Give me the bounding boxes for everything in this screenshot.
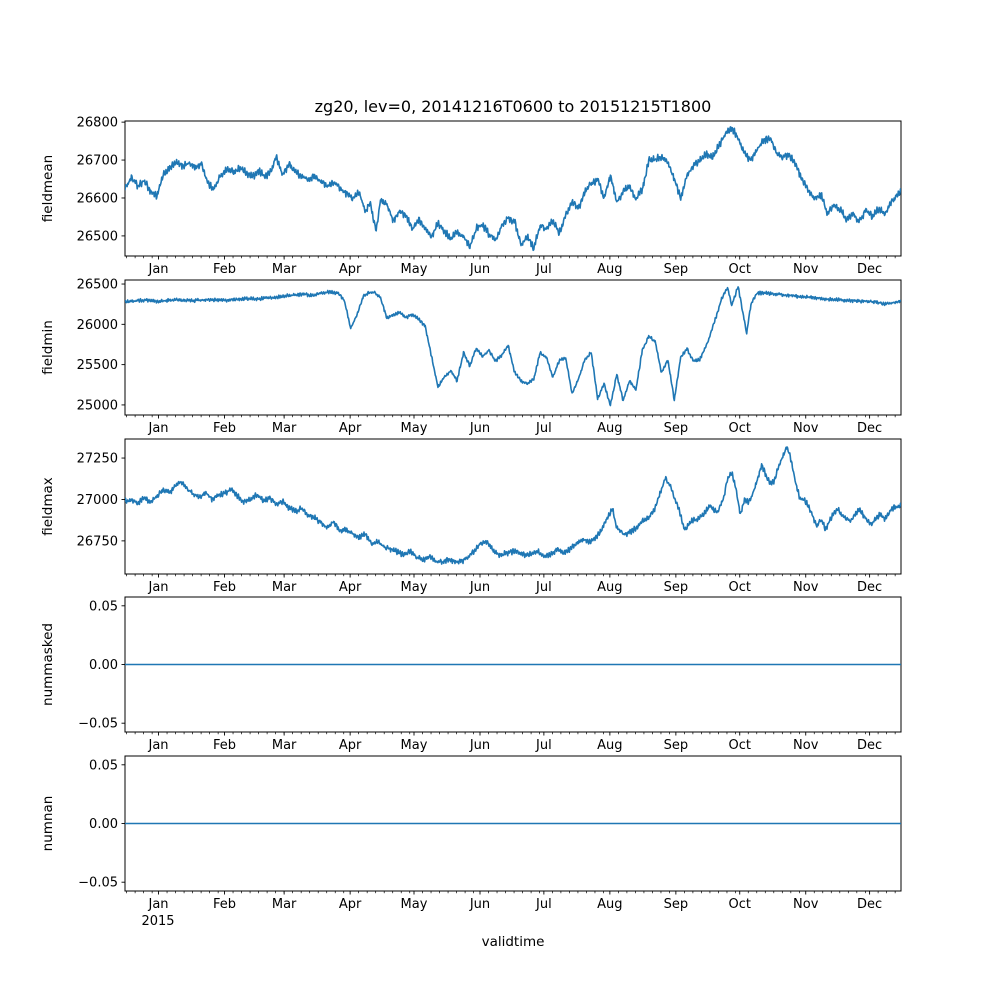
y-tick-label: −0.05 [78, 716, 118, 732]
x-tick-label-month: Jan [148, 738, 169, 753]
y-axis-label-fieldmin: fieldmin [40, 320, 56, 375]
x-tick-label-month: Jan [148, 897, 169, 912]
y-tick-label: 0.05 [89, 758, 118, 774]
x-tick-label-month: Jun [469, 738, 491, 753]
x-tick-label-month: Aug [597, 580, 623, 595]
x-tick-label-month: Feb [213, 262, 237, 277]
x-tick-label-month: Aug [597, 262, 623, 277]
x-tick-label-month: Oct [728, 738, 751, 753]
x-tick-label-month: Mar [271, 738, 297, 753]
y-tick-label: −0.05 [78, 875, 118, 891]
subplot-fieldmax [40, 439, 901, 595]
x-tick-label-month: Jan [148, 580, 169, 595]
x-tick-label-month: Aug [597, 738, 623, 753]
x-tick-label-month: Jul [536, 580, 552, 595]
y-tick-label: 26700 [76, 153, 118, 169]
x-tick-label-month: Apr [338, 580, 362, 595]
x-tick-label-month: Nov [793, 580, 819, 595]
x-tick-label-month: Sep [663, 262, 689, 277]
x-tick-label-month: May [400, 738, 428, 753]
x-tick-label-month: Oct [728, 421, 751, 436]
y-tick-label: 25000 [76, 398, 118, 414]
x-tick-label-month: Dec [857, 897, 883, 912]
x-tick-label-month: Mar [271, 262, 297, 277]
x-tick-label-month: Jun [469, 262, 491, 277]
x-tick-label-month: Oct [728, 580, 751, 595]
x-tick-label-month: Jan [148, 421, 169, 436]
y-axis-label-nummasked: nummasked [40, 623, 56, 706]
x-tick-label-month: Dec [857, 580, 883, 595]
x-tick-label-month: Jun [469, 897, 491, 912]
y-tick-label: 26750 [76, 534, 118, 550]
y-tick-label: 26000 [76, 317, 118, 333]
subplots-group [40, 116, 901, 912]
y-axis-label-numnan: numnan [40, 795, 56, 852]
x-tick-label-month: Nov [793, 738, 819, 753]
axes-frame [125, 439, 901, 574]
x-tick-label-month: Sep [663, 580, 689, 595]
y-tick-label: 26500 [76, 277, 118, 293]
x-tick-label-month: Nov [793, 897, 819, 912]
x-tick-label-month: Dec [857, 421, 883, 436]
x-tick-label-month: Jan [148, 262, 169, 277]
chart-title: zg20, lev=0, 20141216T0600 to 20151215T1800 [314, 97, 712, 116]
y-axis-label-fieldmean: fieldmean [40, 154, 56, 223]
x-tick-label-month: Sep [663, 738, 689, 753]
x-tick-label-month: Apr [338, 897, 362, 912]
x-tick-label-month: Apr [338, 421, 362, 436]
x-tick-label-month: May [400, 897, 428, 912]
x-tick-label-month: Feb [213, 421, 237, 436]
x-tick-label-month: Apr [338, 262, 362, 277]
y-axis-label-fieldmax: fieldmax [40, 477, 56, 536]
subplot-numnan [40, 756, 901, 912]
x-tick-label-month: Mar [271, 580, 297, 595]
x-tick-label-month: Feb [213, 738, 237, 753]
x-tick-label-month: Feb [213, 580, 237, 595]
x-tick-label-month: Oct [728, 897, 751, 912]
x-tick-label-month: May [400, 580, 428, 595]
y-tick-label: 0.05 [89, 599, 118, 615]
x-tick-label-month: Jul [536, 897, 552, 912]
y-tick-label: 26800 [76, 115, 118, 131]
x-tick-label-month: Oct [728, 262, 751, 277]
y-tick-label: 25500 [76, 358, 118, 374]
x-tick-label-month: May [400, 262, 428, 277]
x-tick-label-month: Feb [213, 897, 237, 912]
x-tick-label-month: Mar [271, 897, 297, 912]
subplot-nummasked [40, 597, 901, 753]
y-tick-label: 27250 [76, 451, 118, 467]
x-tick-label-month: Mar [271, 421, 297, 436]
x-tick-label-month: Aug [597, 421, 623, 436]
x-tick-label-month: Nov [793, 421, 819, 436]
y-tick-label: 26500 [76, 229, 118, 245]
x-tick-label-month: Apr [338, 738, 362, 753]
x-tick-label-month: Jul [536, 421, 552, 436]
x-tick-label-month: Sep [663, 421, 689, 436]
x-axis-year-label: 2015 [141, 914, 175, 929]
x-tick-label-month: Dec [857, 262, 883, 277]
y-tick-label: 0.00 [89, 658, 118, 673]
axes-frame [125, 121, 901, 256]
y-tick-label: 26600 [76, 191, 118, 207]
x-tick-label-month: Jun [469, 580, 491, 595]
subplot-fieldmin [40, 278, 901, 436]
x-tick-label-month: Aug [597, 897, 623, 912]
y-tick-label: 27000 [76, 492, 118, 508]
x-axis-label: validtime [481, 934, 545, 950]
x-tick-label-month: Jul [536, 262, 552, 277]
x-tick-label-month: Sep [663, 897, 689, 912]
x-tick-label-month: Dec [857, 738, 883, 753]
subplot-fieldmean [40, 116, 901, 277]
x-tick-label-month: Nov [793, 262, 819, 277]
x-tick-label-month: May [400, 421, 428, 436]
x-tick-label-month: Jun [469, 421, 491, 436]
x-tick-label-month: Jul [536, 738, 552, 753]
y-tick-label: 0.00 [89, 817, 118, 832]
